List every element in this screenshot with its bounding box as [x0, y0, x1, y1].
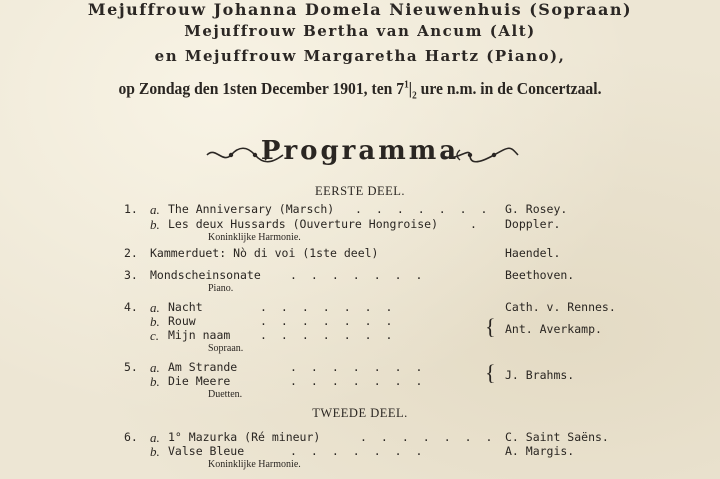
item-title: Mondscheinsonate [150, 268, 261, 282]
date-fraction-bottom: 2 [412, 90, 417, 102]
item-title: Am Strande [168, 360, 238, 374]
item-composer: C. Saint Saëns. [505, 430, 609, 444]
leader-dots: ....... [355, 202, 502, 216]
item-letter: b. [150, 374, 160, 389]
item-composer: Haendel. [505, 246, 561, 260]
item-composer: Cath. v. Rennes. [505, 300, 616, 314]
item-letter: a. [150, 300, 160, 315]
item-performer: Koninklijke Harmonie. [208, 459, 301, 470]
item-performer: Duetten. [208, 389, 243, 400]
item-performer: Koninklijke Harmonie. [208, 232, 301, 243]
leader-dots: . [470, 217, 477, 231]
item-title: Valse Bleue [168, 444, 245, 458]
item-title: Nacht [168, 300, 203, 314]
item-title: The Anniversary (Marsch) [168, 202, 335, 216]
date-text-end: ure n.m. in de Concertzaal. [416, 79, 602, 98]
item-number: 1. [124, 202, 138, 216]
item-number: 4. [124, 300, 138, 314]
item-number: 2. [124, 246, 138, 260]
item-title: Die Meere [168, 374, 231, 388]
item-title: 1° Mazurka (Ré mineur) [168, 430, 321, 444]
item-number: 5. [124, 360, 138, 374]
date-fraction-bar: | [408, 79, 413, 98]
leader-dots: ....... [290, 374, 437, 388]
item-letter: b. [150, 314, 160, 329]
right-flourish-icon [440, 144, 520, 170]
item-letter: b. [150, 444, 160, 459]
item-letter: b. [150, 217, 160, 232]
leader-dots: ....... [260, 300, 407, 314]
date-text: op Zondag den 1sten December 1901, ten 7 [118, 79, 405, 98]
item-letter: a. [150, 430, 160, 445]
leader-dots: ....... [290, 360, 437, 374]
leader-dots: ....... [290, 268, 437, 282]
item-title: Kammerduet: Nò di voi (1ste deel) [150, 246, 379, 260]
item-title: Les deux Hussards (Ouverture Hongroise) [168, 217, 439, 231]
leader-dots: ....... [290, 444, 437, 458]
date-fraction-top: 1 [404, 79, 409, 91]
performer-line-3: en Mejuffrouw Margaretha Hartz (Piano), [154, 47, 566, 65]
leader-dots: ....... [260, 328, 407, 342]
item-letter: a. [150, 360, 160, 375]
brace-icon: { [485, 360, 496, 385]
date-line [29, 79, 691, 101]
performer-line-1: Mejuffrouw Johanna Domela Nieuwenhuis (Sopraan) [87, 0, 633, 19]
item-composer: Beethoven. [505, 268, 575, 282]
leader-dots: ....... [360, 430, 507, 444]
item-title: Rouw [168, 314, 196, 328]
section-heading-part2: TWEEDE DEEL. [312, 406, 408, 420]
item-composer: G. Rosey. [505, 202, 568, 216]
item-performer: Piano. [208, 283, 234, 294]
item-letter: c. [150, 328, 160, 343]
item-composer: Ant. Averkamp. [505, 322, 602, 336]
item-number: 3. [124, 268, 138, 282]
item-title: Mijn naam [168, 328, 231, 342]
section-heading-part1: EERSTE DEEL. [314, 184, 405, 198]
item-composer: A. Margis. [505, 444, 575, 458]
item-performer: Sopraan. [208, 343, 244, 354]
programme-title: Programma [260, 136, 460, 166]
item-composer: J. Brahms. [505, 368, 575, 382]
item-number: 6. [124, 430, 138, 444]
performer-line-2: Mejuffrouw Bertha van Ancum (Alt) [184, 22, 536, 40]
brace-icon: { [485, 314, 496, 339]
item-letter: a. [150, 202, 160, 217]
item-composer: Doppler. [505, 217, 561, 231]
leader-dots: ....... [260, 314, 407, 328]
